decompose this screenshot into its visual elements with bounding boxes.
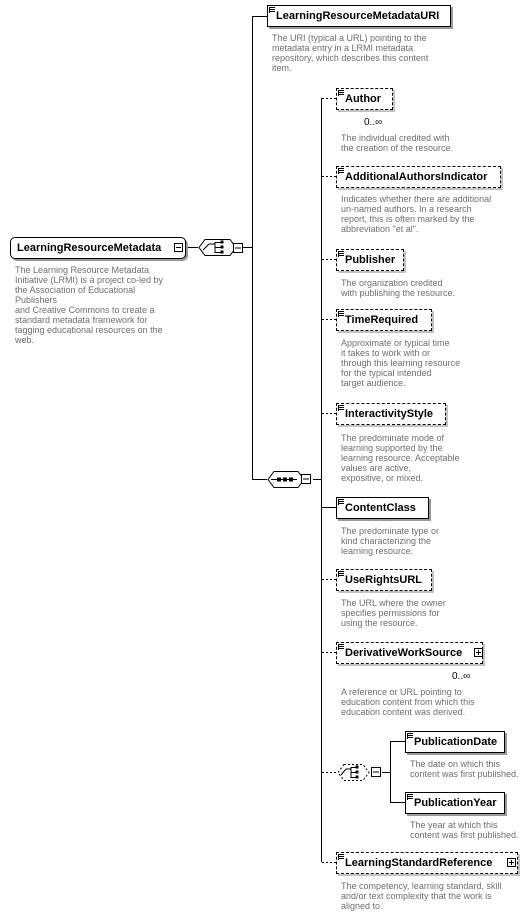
element-description: The date on which this content was first published. — [410, 759, 519, 779]
element-icon — [338, 571, 344, 577]
element-description: The predominate type or kind characterizing the learning resource. — [341, 526, 440, 556]
element-description: The URL where the owner specifies permissions for using the resource. — [341, 598, 446, 628]
element-node-time-required[interactable] — [336, 309, 432, 331]
element-icon — [338, 311, 344, 317]
element-node-use-rights-url[interactable] — [336, 569, 432, 591]
inner-choice-compositor — [338, 765, 369, 781]
element-node-derivative-work-source[interactable] — [336, 642, 483, 664]
cardinality-label: 0..∞ — [364, 117, 383, 128]
element-label: UseRightsURL — [345, 574, 423, 586]
element-node-interactivity-style[interactable] — [336, 403, 446, 425]
sequence-compositor — [268, 472, 304, 488]
element-icon — [338, 405, 344, 411]
element-icon — [338, 168, 344, 174]
choice-compositor — [199, 240, 236, 256]
element-label: Publisher — [345, 254, 396, 266]
element-label: TimeRequired — [345, 314, 419, 326]
element-icon — [338, 499, 344, 505]
element-node-learning-resource-metadata-uri[interactable] — [267, 5, 451, 27]
element-description: The organization credited with publishing the resource. — [341, 278, 456, 298]
element-label: AdditionalAuthorsIndicator — [345, 171, 488, 183]
root-collapse-icon[interactable] — [174, 243, 183, 252]
element-label: DerivativeWorkSource — [345, 647, 463, 659]
element-description: A reference or URL pointing to education content from which this education content was derived. — [341, 687, 475, 717]
element-description: The individual credited with the creation of the resource. — [341, 133, 454, 153]
element-label: PublicationYear — [414, 797, 497, 809]
root-element-node[interactable] — [10, 237, 186, 259]
element-description: Indicates whether there are additional un-named authors. In a research report, this is often marked by the abbreviation "et al". — [341, 194, 492, 234]
element-label: LearningStandardReference — [345, 857, 493, 869]
element-icon — [338, 90, 344, 96]
element-icon — [407, 794, 413, 800]
element-node-learning-standard-reference[interactable] — [336, 852, 518, 874]
element-icon — [338, 251, 344, 257]
element-icon — [338, 854, 344, 860]
element-node-publication-year[interactable] — [405, 792, 505, 814]
element-description: Approximate or typical time it takes to work with or through this learning resource for the typical intended target audience. — [341, 338, 461, 388]
root-element-label: LearningResourceMetadata — [17, 242, 162, 254]
root-element-description: The Learning Resource Metadata Initiative (LRMI) is a project co-led by the Association of Educational Publishers and Creative Commons to create a standard metadata framework for tagging educational resources on the web. — [15, 265, 164, 345]
element-node-additional-authors-indicator[interactable] — [336, 166, 501, 188]
element-node-publisher[interactable] — [336, 249, 404, 271]
expand-icon[interactable] — [507, 858, 516, 867]
element-label: Author — [345, 93, 382, 105]
element-icon — [338, 644, 344, 650]
element-node-content-class[interactable] — [336, 497, 429, 519]
element-label: InteractivityStyle — [345, 408, 434, 420]
element-icon — [407, 733, 413, 739]
element-node-author[interactable] — [336, 88, 393, 110]
cardinality-label: 0..∞ — [452, 671, 471, 682]
element-description: The URI (typical a URL) pointing to the metadata entry in a LRMI metadata repository, which describes this content item. — [272, 33, 429, 73]
element-description: The year at which this content was first published. — [410, 820, 519, 840]
expand-icon[interactable] — [474, 648, 483, 657]
element-label: ContentClass — [345, 502, 416, 514]
element-description: The predominate mode of learning supported by the learning resource. Acceptable values are active, expositive, or mixed. — [341, 433, 460, 483]
element-label: LearningResourceMetadataURI — [276, 10, 440, 22]
element-node-publication-date[interactable] — [405, 731, 505, 753]
element-label: PublicationDate — [414, 736, 498, 748]
element-description: The competency, learning standard, skill and/or text complexity that the work is aligned to. — [341, 881, 502, 911]
element-icon — [269, 7, 275, 13]
